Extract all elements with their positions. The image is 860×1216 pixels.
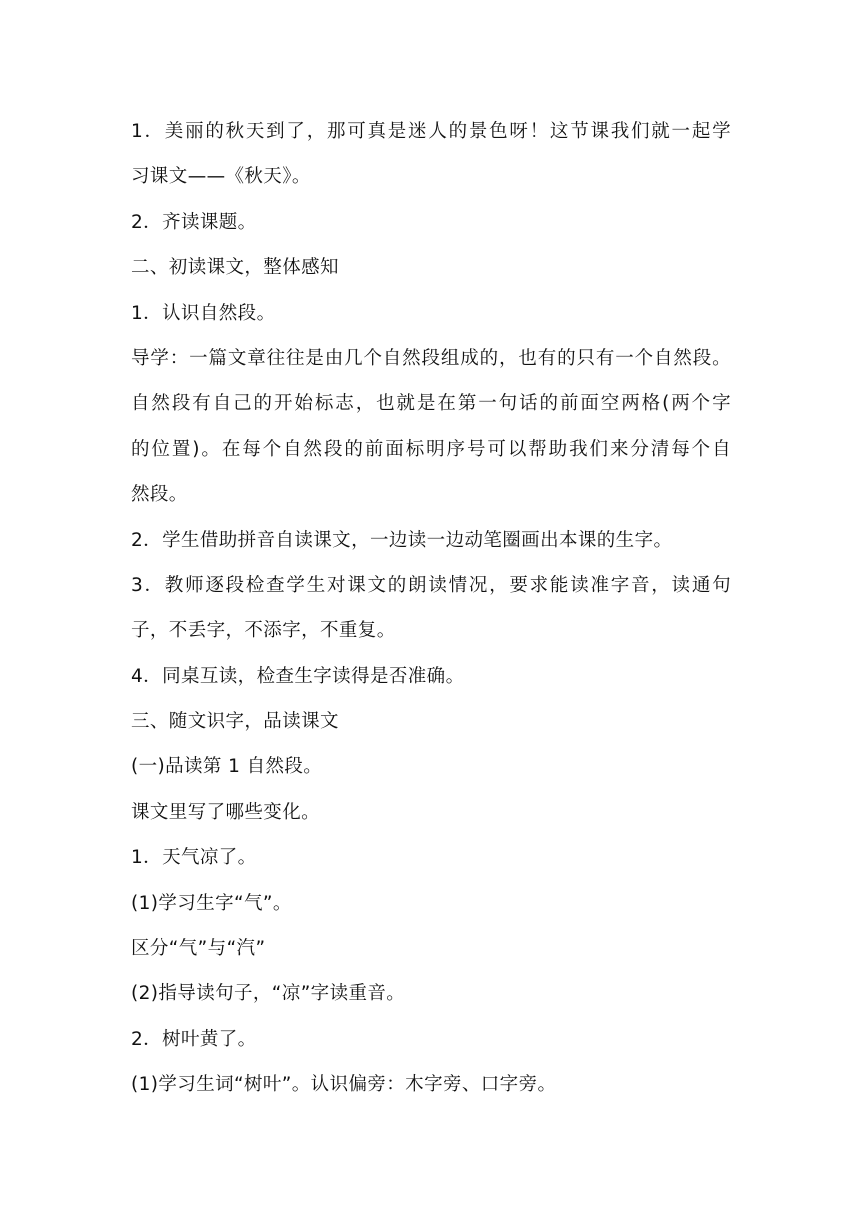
document-body — [131, 109, 731, 1108]
text-line: 1．美丽的秋天到了，那可真是迷人的景色呀！这节课我们就一起学 — [131, 121, 731, 142]
text-line: 3．教师逐段检查学生对课文的朗读情况，要求能读准字音，读通句 — [131, 574, 731, 596]
text-line: 2．学生借助拼音自读课文，一边读一边动笔圈画出本课的生字。 — [131, 529, 673, 551]
text-line: 习课文——《秋天》。 — [131, 166, 311, 188]
text-line: (1)学习生词“树叶”。认识偏旁：木字旁、口字旁。 — [131, 1074, 557, 1096]
text-line: 然段。 — [131, 484, 188, 506]
text-line: 自然段有自己的开始标志，也就是在第一句话的前面空两格(两个字 — [131, 393, 731, 415]
text-line: 1．天气凉了。 — [131, 847, 257, 869]
section-heading: 三、随文识字，品读课文 — [131, 711, 339, 733]
text-line: 导学：一篇文章往往是由几个自然段组成的，也有的只有一个自然段。 — [131, 347, 731, 369]
text-line: 2．齐读课题。 — [131, 211, 257, 233]
text-line: 4．同桌互读，检查生字读得是否准确。 — [131, 665, 465, 687]
text-line: (2)指导读句子，“凉”字读重音。 — [131, 983, 406, 1005]
text-line: 区分“气”与“汽” — [131, 938, 266, 960]
subsection-heading: (一)品读第 1 自然段。 — [131, 756, 323, 778]
section-heading: 二、初读课文，整体感知 — [131, 257, 339, 279]
text-line: 课文里写了哪些变化。 — [131, 801, 321, 823]
text-line: 1．认识自然段。 — [131, 302, 276, 324]
text-line: (1)学习生字“气”。 — [131, 892, 292, 914]
text-line: 2．树叶黄了。 — [131, 1028, 257, 1050]
text-line: 子，不丢字，不添字，不重复。 — [131, 620, 396, 642]
text-line: 的位置)。在每个自然段的前面标明序号可以帮助我们来分清每个自 — [131, 438, 731, 460]
